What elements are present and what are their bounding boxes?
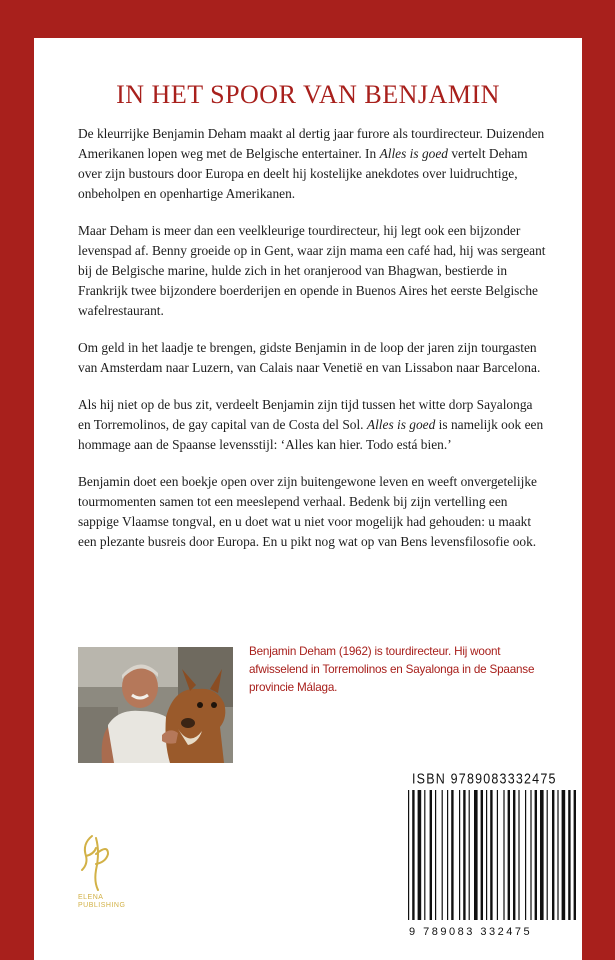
barcode-bar (557, 790, 558, 920)
barcode-bar (412, 790, 414, 920)
book-title-italic: Alles is goed (379, 146, 448, 161)
paragraph-4 (78, 395, 548, 455)
author-photo (78, 647, 233, 763)
barcode (404, 790, 580, 926)
barcode-bar (562, 790, 566, 920)
barcode-bar (447, 790, 448, 920)
paragraph-1-text-a: De kleurrijke Benjamin Deham maakt al dertig jaar furore als tourdirecteur. Duizenden Amerikanen lopen weg met de Belgische entertainer. In (78, 126, 545, 161)
barcode-bar (486, 790, 487, 920)
barcode-bar (540, 790, 544, 920)
paragraph-4-text-b: is namelijk ook een hommage aan de Spaanse levensstijl: ‘Alles kan hier. Todo está bien.’ (78, 417, 544, 452)
barcode-bar (435, 790, 436, 920)
barcode-bar (463, 790, 465, 920)
paragraph-5: Benjamin doet een boekje open over zijn buitengewone leven en weeft onvergetelijke tourmomenten samen tot een meeslepend verhaal. Bedenk bij zijn vertelling een sappige Vlaamse tongval, en u doet wat u niet voor mogelijk had gehouden: u maakt een plezante busreis door Europa. En u pikt nog wat op van Bens levensfilosofie ook. (78, 474, 537, 549)
barcode-bar (547, 790, 548, 920)
isbn-label: ISBN 9789083332475 (412, 770, 557, 788)
barcode-bar (568, 790, 570, 920)
page-title: IN HET SPOOR VAN BENJAMIN (116, 80, 500, 109)
barcode-bar (474, 790, 478, 920)
blurb (78, 124, 548, 569)
barcode-bar (451, 790, 453, 920)
barcode-bar (442, 790, 443, 920)
barcode-bar (574, 790, 576, 920)
barcode-bar (418, 790, 422, 920)
author-bio: Benjamin Deham (1962) is tourdirecteur. Hij woont afwisselend in Torremolinos en Sayalonga in de Spaanse provincie Málaga. (249, 645, 535, 694)
barcode-bar (552, 790, 554, 920)
book-title-italic: Alles is goed (366, 417, 436, 432)
publisher-name-line2: PUBLISHING (78, 902, 126, 909)
back-cover (34, 38, 582, 960)
paragraph-4-text-a: Als hij niet op de bus zit, verdeelt Benjamin zijn tijd tussen het witte dorp Sayalonga en Torremolinos, de gay capital van de Costa del Sol. (78, 397, 533, 432)
paragraph-2: Maar Deham is meer dan een veelkleurige tourdirecteur, hij legt ook een bijzonder levenspad af. Benny groeide op in Gent, waar zijn mama een café had, hij was sergeant bij de Belgische marine, hulde zich in het oranjerood van Bhagwan, bestierde in Frankrijk twee bijzondere boerderijen en opende in Buenos Aires het eerste Belgische wafelrestaurant. (78, 223, 546, 318)
barcode-bar (508, 790, 510, 920)
isbn-digits: 9 789083 332475 (409, 926, 533, 938)
barcode-bar (490, 790, 492, 920)
barcode-bar (513, 790, 515, 920)
barcode-bar (459, 790, 460, 920)
barcode-bar (530, 790, 531, 920)
publisher-name-line1: ELENA (78, 894, 104, 901)
paragraph-3: Om geld in het laadje te brengen, gidste Benjamin in de loop der jaren zijn tourgasten van Amsterdam naar Luzern, van Calais naar Venetië en van Lissabon naar Barcelona. (78, 340, 541, 375)
barcode-bar (518, 790, 519, 920)
barcode-bar (408, 790, 409, 920)
barcode-bar (481, 790, 483, 920)
barcode-bar (525, 790, 526, 920)
barcode-bar (469, 790, 470, 920)
paragraph-1-text-b: vertelt Deham over zijn bustours door Europa en deelt hij kostelijke anekdotes over luidruchtige, onbeholpen en openhartige Amerikanen. (78, 146, 528, 201)
barcode-bar (497, 790, 498, 920)
barcode-bar (430, 790, 432, 920)
paragraph-1 (78, 124, 548, 204)
publisher-name (78, 894, 125, 910)
barcode-bar (535, 790, 537, 920)
barcode-bar (424, 790, 425, 920)
barcode-bar (503, 790, 504, 920)
